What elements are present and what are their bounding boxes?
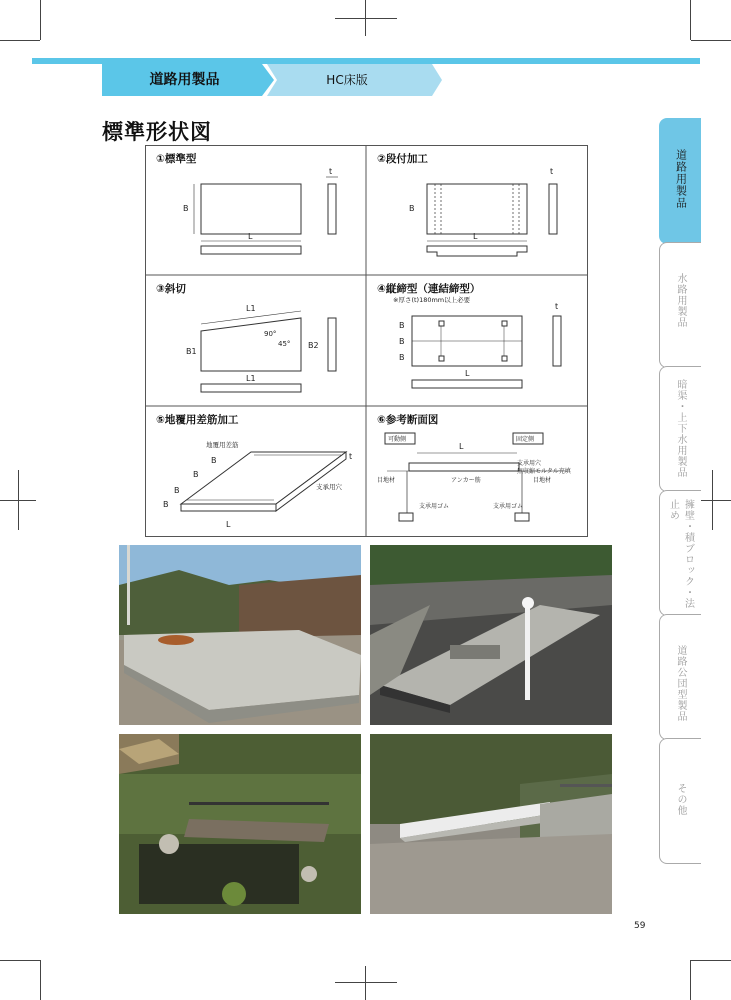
- diagram-label: L1: [246, 304, 256, 313]
- diagram-label: t: [329, 167, 333, 176]
- diagram-label: B: [399, 321, 405, 330]
- diagram-grid: [145, 145, 588, 537]
- diagram-label: B1: [186, 347, 197, 356]
- diagram-label: 無収縮モルタル充填: [517, 468, 571, 475]
- diagram-skew-cut-drawing: [146, 276, 366, 405]
- diagram-label: t: [550, 167, 554, 176]
- diagram-label: L: [226, 520, 231, 529]
- crop-mark: [690, 0, 691, 40]
- diagram-label: 90°: [264, 330, 277, 338]
- diagram-tie-type-drawing: [367, 276, 587, 405]
- diagram-reference-section: [367, 407, 587, 536]
- diagram-label: 支承用ゴム: [493, 503, 524, 510]
- photo-garden-bridge: [119, 734, 361, 914]
- diagram-label: B: [399, 353, 405, 362]
- diagram-title: ②段付加工: [377, 153, 428, 165]
- tab-label: 水路用製品: [675, 273, 686, 328]
- header-category: 道路用製品: [149, 72, 220, 88]
- crop-mark: [335, 18, 397, 19]
- diagram-label: B: [174, 486, 180, 495]
- page-title: 標準形状図: [102, 120, 212, 144]
- diagram-standard: [146, 146, 366, 275]
- diagram-note: ※厚さ(t)180mm以上必要: [393, 296, 471, 304]
- tab-label: 暗渠・上下水用製品: [675, 379, 686, 478]
- diagram-label: 45°: [278, 340, 291, 348]
- photo-channel-slab: [370, 545, 612, 725]
- diagram-title: ⑤地覆用差筋加工: [156, 414, 239, 426]
- diagram-label: 目地材: [533, 477, 552, 484]
- diagram-title: ④縦締型（連結締型）: [377, 283, 481, 295]
- diagram-label: 固定側: [516, 436, 535, 443]
- diagram-curb-rebar: [146, 407, 366, 536]
- photo-river-slab-icon: [370, 734, 612, 914]
- diagram-label: B: [183, 204, 189, 213]
- tab-culvert-products[interactable]: [659, 366, 701, 492]
- diagram-label: B2: [308, 341, 319, 350]
- diagram-label: 可動側: [388, 436, 407, 443]
- diagram-skew-cut: [146, 276, 366, 405]
- photo-rural-slab-icon: [119, 545, 361, 725]
- diagram-label: t: [555, 302, 559, 311]
- diagram-label: L: [465, 369, 470, 378]
- diagram-label: 支承用ゴム: [419, 503, 450, 510]
- diagram-label: L1: [246, 374, 256, 383]
- photo-river-slab: [370, 734, 612, 914]
- header-product: HC床版: [326, 73, 368, 87]
- diagram-title: ①標準型: [156, 153, 197, 165]
- crop-mark: [335, 982, 397, 983]
- photo-garden-bridge-icon: [119, 734, 361, 914]
- crop-mark: [0, 500, 36, 501]
- photo-rural-slab: [119, 545, 361, 725]
- page-number: 59: [634, 921, 646, 931]
- photo-channel-slab-icon: [370, 545, 612, 725]
- tab-retaining-wall[interactable]: [659, 490, 701, 616]
- diagram-label: B: [399, 337, 405, 346]
- crop-mark: [40, 960, 41, 1000]
- diagram-reference-section-drawing: [367, 407, 587, 536]
- diagram-label: B: [211, 456, 217, 465]
- tab-road-products[interactable]: [659, 118, 701, 244]
- diagram-label: 支承用穴: [517, 460, 542, 467]
- tab-waterway-products[interactable]: [659, 242, 701, 368]
- crop-mark: [691, 40, 731, 41]
- diagram-label: L: [459, 442, 464, 451]
- header-banner: [102, 64, 442, 96]
- crop-mark: [691, 960, 731, 961]
- crop-mark: [690, 960, 691, 1000]
- crop-mark: [0, 960, 40, 961]
- tab-label: 道路公団型製品: [675, 645, 686, 722]
- diagram-label: B: [163, 500, 169, 509]
- diagram-label: L: [473, 232, 478, 241]
- tab-label: 道路用製品: [674, 149, 688, 209]
- diagram-title: ⑥参考断面図: [377, 414, 439, 426]
- diagram-label: B: [193, 470, 199, 479]
- diagram-label: B: [409, 204, 415, 213]
- tab-highway-corp-products[interactable]: [659, 614, 701, 740]
- tab-label: 擁壁・積ブロック・法止め: [667, 499, 694, 609]
- diagram-label: t: [349, 452, 353, 461]
- diagram-curb-rebar-drawing: [146, 407, 366, 536]
- crop-mark: [40, 0, 41, 40]
- diagram-label: 目地材: [377, 477, 396, 484]
- crop-mark: [365, 966, 366, 1000]
- crop-mark: [0, 40, 40, 41]
- tab-others[interactable]: [659, 738, 701, 864]
- diagram-tie-type: [367, 276, 587, 405]
- diagram-title: ③斜切: [156, 283, 186, 295]
- diagram-label: アンカー筋: [451, 477, 481, 484]
- diagram-label: L: [248, 232, 253, 241]
- diagram-label: 地覆用差筋: [206, 441, 239, 449]
- diagram-stepped-drawing: [367, 146, 587, 275]
- diagram-standard-drawing: [146, 146, 366, 275]
- diagram-label: 支承用穴: [316, 483, 342, 491]
- diagram-stepped: [367, 146, 587, 275]
- tab-label: その他: [675, 783, 686, 816]
